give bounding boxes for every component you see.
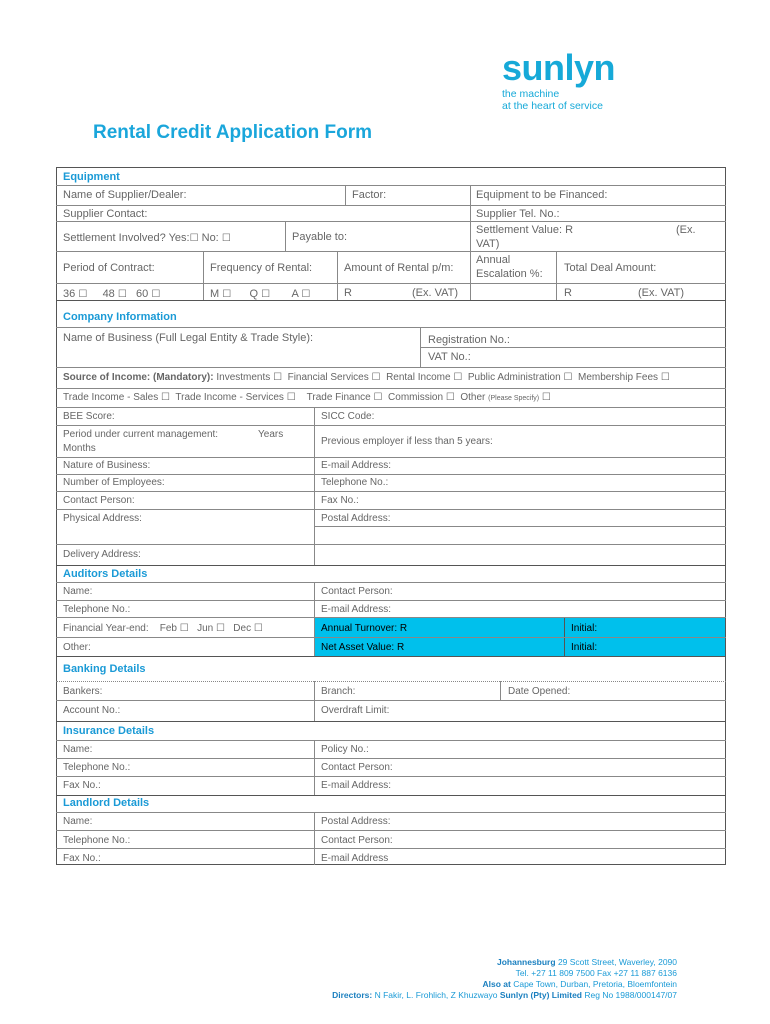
divider xyxy=(56,848,726,849)
divider xyxy=(56,656,726,657)
auditor-name-field[interactable]: Name: xyxy=(63,586,93,597)
divider xyxy=(56,544,726,545)
sicc-code-field[interactable]: SICC Code: xyxy=(321,411,375,422)
branch-field[interactable]: Branch: xyxy=(321,686,356,697)
supplier-contact-field[interactable]: Supplier Contact: xyxy=(63,208,148,220)
footer-phone-fax: Tel. +27 11 809 7500 Fax +27 11 887 6136 xyxy=(515,968,677,978)
previous-employer-field[interactable]: Previous employer if less than 5 years: xyxy=(321,436,493,447)
company-contact-person-field[interactable]: Contact Person: xyxy=(63,495,135,506)
footer-also-at-line: Also at Cape Town, Durban, Pretoria, Bloemfontein xyxy=(482,979,677,989)
financial-services-checkbox[interactable]: ☐ xyxy=(371,372,381,383)
auditor-other-field[interactable]: Other: xyxy=(63,642,91,653)
account-no-field[interactable]: Account No.: xyxy=(63,705,121,716)
divider xyxy=(56,457,726,458)
section-heading-insurance: Insurance Details xyxy=(63,725,155,737)
months-label: Months xyxy=(63,443,96,454)
divider xyxy=(56,740,726,741)
total-deal-ex-vat: (Ex. VAT) xyxy=(638,287,685,299)
physical-address-field[interactable]: Physical Address: xyxy=(63,513,142,524)
settlement-value-ex: (Ex. xyxy=(676,224,696,236)
nature-of-business-field[interactable]: Nature of Business: xyxy=(63,460,151,471)
divider xyxy=(556,251,557,300)
contract-36-checkbox[interactable]: ☐ xyxy=(78,289,88,300)
auditor-telephone-field[interactable]: Telephone No.: xyxy=(63,604,131,615)
landlord-fax-field[interactable]: Fax No.: xyxy=(63,853,101,864)
equipment-financed-field[interactable]: Equipment to be Financed: xyxy=(476,189,608,201)
divider xyxy=(56,300,726,301)
insurance-telephone-field[interactable]: Telephone No.: xyxy=(63,762,131,773)
divider xyxy=(56,327,726,328)
trade-finance-checkbox[interactable]: ☐ xyxy=(373,392,383,403)
source-of-income-row: Source of Income: (Mandatory): Investments ☐ Financial Services ☐ Rental Income ☐ Public Administration ☐ Membership Fees ☐ xyxy=(63,372,670,383)
rental-amount-r[interactable]: R xyxy=(344,287,352,299)
footer-directors-line: Directors: N Fakir, L. Frohlich, Z Khuzwayo Sunlyn (Pty) Limited Reg No 1988/000147/07 xyxy=(332,990,677,1000)
divider xyxy=(56,776,726,777)
postal-address-field[interactable]: Postal Address: xyxy=(321,513,391,524)
policy-no-field[interactable]: Policy No.: xyxy=(321,744,369,755)
settlement-involved-row xyxy=(63,232,231,245)
divider xyxy=(56,600,726,601)
divider xyxy=(56,509,726,510)
company-email-field[interactable]: E-mail Address: xyxy=(321,460,392,471)
divider xyxy=(314,407,315,565)
supplier-tel-field[interactable]: Supplier Tel. No.: xyxy=(476,208,560,220)
divider xyxy=(56,185,726,186)
divider xyxy=(56,425,726,426)
divider xyxy=(314,812,315,865)
divider xyxy=(56,283,726,284)
contract-48-checkbox[interactable]: ☐ xyxy=(117,289,127,300)
payable-to-field[interactable]: Payable to: xyxy=(292,231,348,243)
divider xyxy=(56,830,726,831)
bankers-field[interactable]: Bankers: xyxy=(63,686,103,697)
membership-fees-checkbox[interactable]: ☐ xyxy=(660,372,670,383)
divider xyxy=(56,407,726,408)
year-end-dec-checkbox[interactable]: ☐ xyxy=(253,623,263,634)
logo-wordmark: sunlyn xyxy=(502,47,616,88)
form-title: Rental Credit Application Form xyxy=(93,122,373,143)
rental-frequency-options: M ☐ Q ☐ A ☐ xyxy=(210,288,311,300)
divider xyxy=(56,812,726,813)
frequency-annual-checkbox[interactable]: ☐ xyxy=(301,289,311,300)
insurance-name-field[interactable]: Name: xyxy=(63,744,93,755)
section-heading-equipment: Equipment xyxy=(63,171,120,183)
divider xyxy=(420,347,726,348)
landlord-name-field[interactable]: Name: xyxy=(63,816,93,827)
contract-period-options: 36 ☐ 48 ☐ 60 ☐ xyxy=(63,288,161,300)
divider xyxy=(56,637,726,638)
financial-year-end-row: Financial Year-end: Feb ☐ Jun ☐ Dec ☐ xyxy=(63,623,263,634)
section-heading-auditors: Auditors Details xyxy=(63,568,148,580)
divider xyxy=(203,251,204,300)
date-opened-field[interactable]: Date Opened: xyxy=(508,686,571,697)
settlement-no-label: No: xyxy=(201,232,219,244)
section-heading-landlord: Landlord Details xyxy=(63,797,150,809)
section-heading-banking: Banking Details xyxy=(63,663,146,675)
annual-turnover-initial[interactable]: Initial: xyxy=(571,623,598,634)
vat-no-field[interactable]: VAT No.: xyxy=(428,351,471,363)
trade-income-row: Trade Income - Sales ☐ Trade Income - Services ☐ Trade Finance ☐ Commission ☐ Other (Please Specify) ☐ xyxy=(63,392,551,403)
net-asset-value-field[interactable]: Net Asset Value: R xyxy=(321,642,405,653)
logo-tagline-2: at the heart of service xyxy=(502,100,603,112)
number-of-employees-field[interactable]: Number of Employees: xyxy=(63,477,165,488)
company-fax-field[interactable]: Fax No.: xyxy=(321,495,359,506)
divider xyxy=(345,185,346,205)
footer-city: Johannesburg xyxy=(497,957,556,967)
amount-of-rental-label: Amount of Rental p/m: xyxy=(344,262,454,274)
period-under-management-field[interactable]: Period under current management: xyxy=(63,429,219,440)
escalation-label[interactable]: Escalation %: xyxy=(476,268,543,280)
divider xyxy=(56,582,726,583)
years-label: Years xyxy=(258,429,284,440)
contract-60-checkbox[interactable]: ☐ xyxy=(151,289,161,300)
settlement-value-field[interactable]: Settlement Value: R xyxy=(476,224,574,236)
divider xyxy=(56,367,726,368)
landlord-email-field[interactable]: E-mail Address xyxy=(321,853,389,864)
investments-checkbox[interactable]: ☐ xyxy=(273,372,283,383)
footer-address-line xyxy=(497,957,677,968)
divider xyxy=(285,221,286,251)
bee-score-field[interactable]: BEE Score: xyxy=(63,411,115,422)
insurance-contact-person-field[interactable]: Contact Person: xyxy=(321,762,393,773)
settlement-involved-label: Settlement Involved? Yes: xyxy=(63,232,190,244)
trade-income-services-checkbox[interactable]: ☐ xyxy=(286,392,296,403)
company-telephone-field[interactable]: Telephone No.: xyxy=(321,477,389,488)
frequency-of-rental-label: Frequency of Rental: xyxy=(210,262,313,274)
divider xyxy=(56,721,726,722)
insurance-email-field[interactable]: E-mail Address: xyxy=(321,780,392,791)
delivery-address-field[interactable]: Delivery Address: xyxy=(63,549,141,560)
period-of-contract-label: Period of Contract: xyxy=(63,262,155,274)
rental-income-checkbox[interactable]: ☐ xyxy=(453,372,463,383)
total-deal-r[interactable]: R xyxy=(564,287,572,299)
divider xyxy=(314,526,726,527)
year-end-jun-checkbox[interactable]: ☐ xyxy=(215,623,225,634)
divider xyxy=(500,681,501,700)
divider xyxy=(56,681,726,682)
name-of-business-field[interactable]: Name of Business (Full Legal Entity & Trade Style): xyxy=(63,332,314,344)
section-heading-company: Company Information xyxy=(63,311,177,323)
landlord-postal-address-field[interactable]: Postal Address: xyxy=(321,816,391,827)
year-end-feb-checkbox[interactable]: ☐ xyxy=(179,623,189,634)
divider xyxy=(314,740,315,795)
overdraft-limit-field[interactable]: Overdraft Limit: xyxy=(321,705,390,716)
divider xyxy=(56,565,726,566)
divider xyxy=(56,491,726,492)
factor-field[interactable]: Factor: xyxy=(352,189,387,201)
landlord-contact-person-field[interactable]: Contact Person: xyxy=(321,835,393,846)
trade-income-sales-checkbox[interactable]: ☐ xyxy=(161,392,170,403)
commission-checkbox[interactable]: ☐ xyxy=(445,392,455,403)
divider xyxy=(314,681,315,721)
public-administration-checkbox[interactable]: ☐ xyxy=(563,372,573,383)
auditor-email-field[interactable]: E-mail Address: xyxy=(321,604,392,615)
logo-tagline-1: the machine xyxy=(502,88,560,100)
divider xyxy=(56,205,726,206)
settlement-yes-checkbox[interactable]: ☐ xyxy=(189,233,199,244)
supplier-dealer-field[interactable]: Name of Supplier/Dealer: xyxy=(63,189,187,201)
divider xyxy=(56,758,726,759)
net-asset-value-initial[interactable]: Initial: xyxy=(571,642,598,653)
other-income-checkbox[interactable]: ☐ xyxy=(541,392,551,403)
frequency-monthly-checkbox[interactable]: ☐ xyxy=(222,289,232,300)
divider xyxy=(56,388,726,389)
source-of-income-label: Source of Income: (Mandatory): xyxy=(63,372,214,383)
divider xyxy=(56,700,726,701)
registration-no-field[interactable]: Registration No.: xyxy=(428,334,510,346)
annual-label: Annual xyxy=(476,254,511,266)
footer-street: 29 Scott Street, Waverley, 2090 xyxy=(557,957,677,967)
total-deal-amount-label: Total Deal Amount: xyxy=(564,262,657,274)
auditor-contact-person-field[interactable]: Contact Person: xyxy=(321,586,393,597)
insurance-fax-field[interactable]: Fax No.: xyxy=(63,780,101,791)
rental-amount-ex-vat: (Ex. VAT) xyxy=(412,287,459,299)
settlement-value-vat: VAT) xyxy=(476,238,500,250)
frequency-quarterly-checkbox[interactable]: ☐ xyxy=(261,289,271,300)
divider xyxy=(56,251,726,252)
settlement-no-checkbox[interactable]: ☐ xyxy=(221,233,231,244)
divider xyxy=(56,795,726,796)
annual-turnover-field[interactable]: Annual Turnover: R xyxy=(321,623,408,634)
divider xyxy=(56,221,726,222)
company-logo xyxy=(502,47,616,112)
divider xyxy=(56,474,726,475)
landlord-telephone-field[interactable]: Telephone No.: xyxy=(63,835,131,846)
divider xyxy=(337,251,338,300)
